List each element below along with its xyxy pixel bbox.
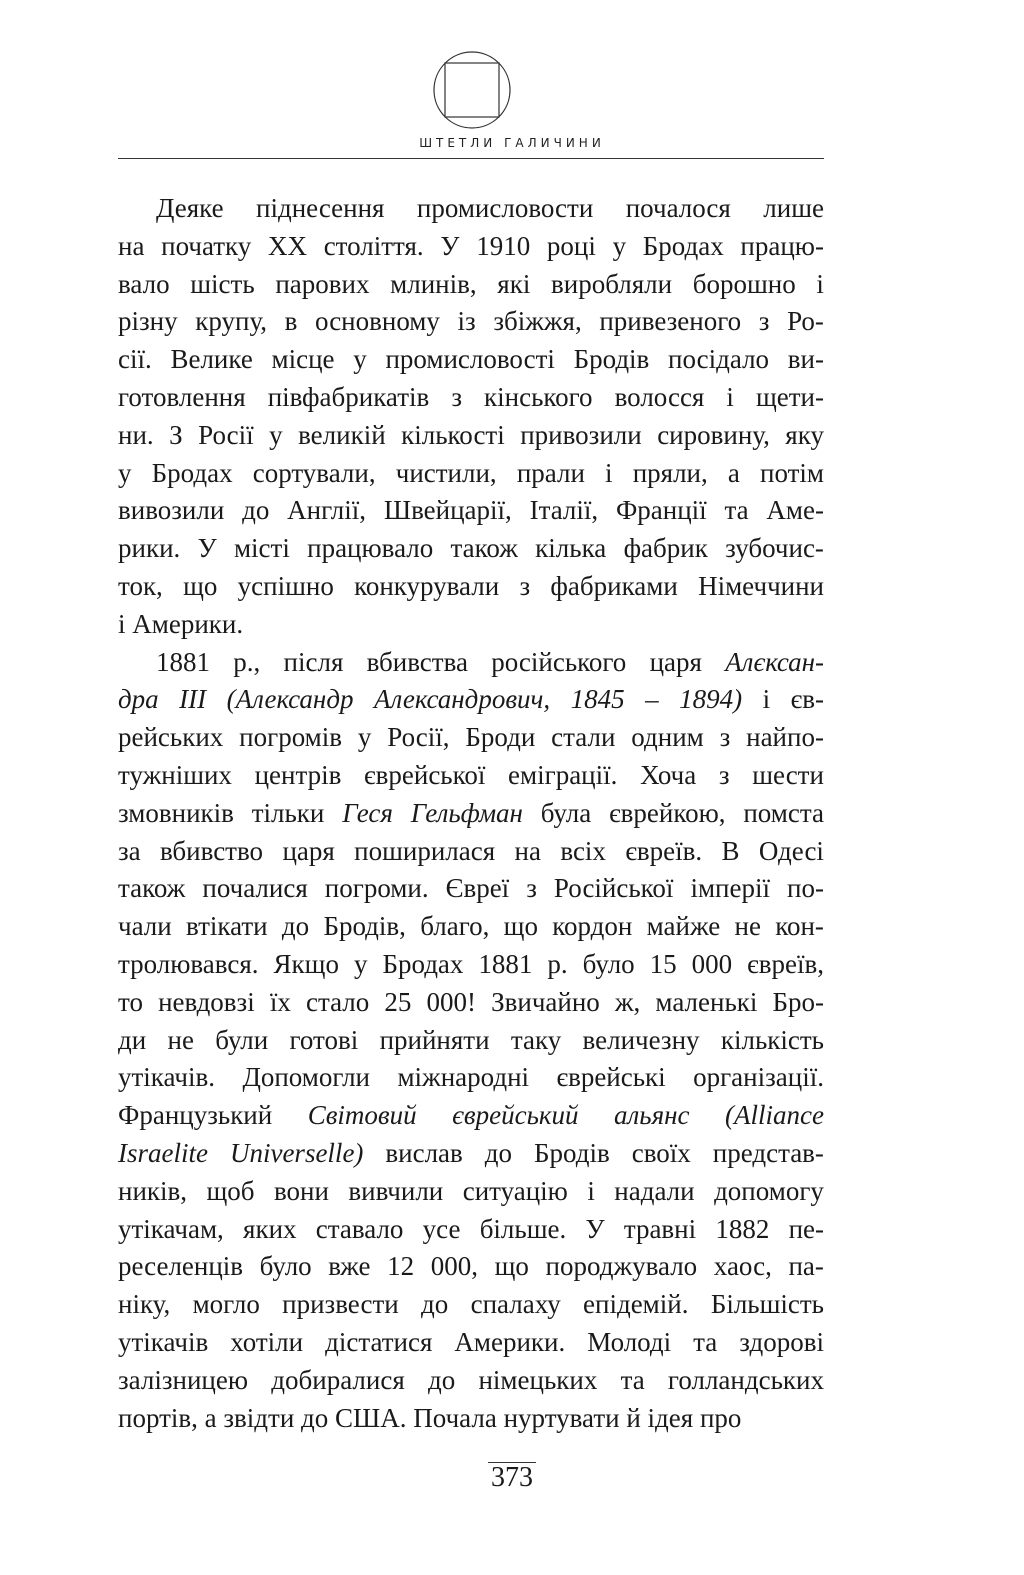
page-number: 373 <box>488 1462 536 1493</box>
text-line: 1881 р., після вбивства російського царя Алєксан- <box>156 646 824 677</box>
text-line: утікачам, яких ставало усе більше. У травні 1882 пе- <box>118 1213 824 1244</box>
text-line: тролювався. Якщо у Бродах 1881 р. було 15 000 євреїв, <box>118 948 824 979</box>
text-line: утікачів. Допомогли міжнародні єврейські організації. <box>118 1062 824 1093</box>
text-line: залізницею добиралися до німецьких та голландських <box>118 1364 824 1395</box>
text-line: тужніших центрів єврейської еміграції. Хоча з шести <box>118 759 824 790</box>
paragraph <box>118 644 824 1438</box>
text-line: готовлення півфабрикатів з кінського волосся і щети- <box>118 381 824 412</box>
text-line: за вбивство царя поширилася на всіх євреїв. В Одесі <box>118 835 824 866</box>
text-line: рейських погромів у Росії, Броди стали одним з найпо- <box>118 722 824 753</box>
text-line: Французький Світовий єврейський альянс (Alliance <box>118 1100 824 1131</box>
header-rule <box>118 158 824 159</box>
text-line: також почалися погроми. Євреї з Російської імперії по- <box>118 873 824 904</box>
text-line: сії. Велике місце у промисловості Бродів посідало ви- <box>118 344 824 375</box>
text-line: дра ІІІ (Александр Александрович, 1845 – 1894) і єв- <box>118 684 824 715</box>
text-line: змовників тільки Геся Гельфман була єврейкою, помста <box>118 797 824 828</box>
page-number-container <box>0 1462 1024 1494</box>
text-line: ників, щоб вони вивчили ситуацію і надали допомогу <box>118 1175 824 1206</box>
text-line: реселенців було вже 12 000, що породжувало хаос, па- <box>118 1251 824 1282</box>
text-line: Деяке піднесення промисловости почалося лише <box>156 193 824 223</box>
body-text <box>118 190 824 1437</box>
text-line: ніку, могло призвести до спалаху епідемій. Більшість <box>118 1289 824 1320</box>
text-line: ни. З Росії у великій кількості привозили сировину, яку <box>118 419 824 450</box>
text-line: ди не були готові прийняти таку величезну кількість <box>118 1024 824 1055</box>
circle-square-emblem-icon <box>432 50 512 130</box>
running-title: ШТЕТЛИ ГАЛИЧИНИ <box>419 136 605 150</box>
text-line: різну крупу, в основному із збіжжя, привезеного з Ро- <box>118 306 824 337</box>
text-line: чали втікати до Бродів, благо, що кордон майже не кон- <box>118 911 824 942</box>
text-line: вивозили до Англії, Швейцарії, Італії, Франції та Аме- <box>118 495 824 526</box>
text-line: у Бродах сортували, чистили, прали і пряли, а потім <box>118 457 824 488</box>
text-line: то невдовзі їх стало 25 000! Звичайно ж, маленькі Бро- <box>118 986 824 1017</box>
text-line: і Америки. <box>118 608 244 639</box>
text-line: на початку XX століття. У 1910 році у Бродах працю- <box>118 230 824 261</box>
text-line: рики. У місті працювало також кілька фабрик зубочис- <box>118 533 824 564</box>
text-line: утікачів хотіли дістатися Америки. Молоді та здорові <box>118 1326 824 1357</box>
text-line: ток, що успішно конкурували з фабриками Німеччини <box>118 570 824 601</box>
text-line: портів, а звідти до США. Почала нуртувати й ідея про <box>118 1402 742 1433</box>
paragraph <box>118 190 824 644</box>
text-line: Israelite Universelle) вислав до Бродів своїх представ- <box>118 1137 824 1168</box>
text-line: вало шість парових млинів, які виробляли борошно і <box>118 268 824 299</box>
